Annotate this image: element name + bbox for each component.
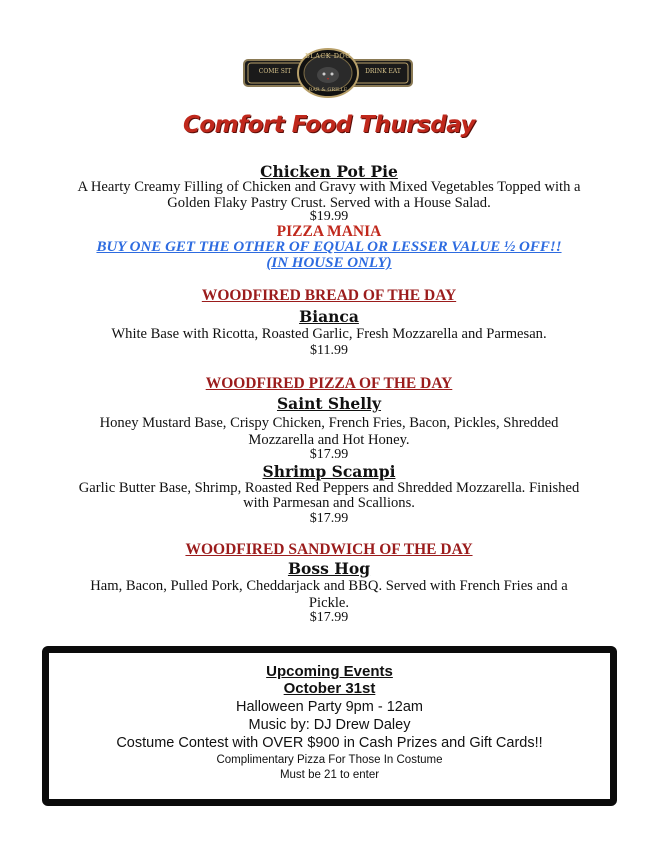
item-name-shrimp-scampi: Shrimp Scampi bbox=[262, 462, 396, 481]
item-desc-line: with Parmesan and Scallions. bbox=[243, 495, 415, 511]
promo-line: (IN HOUSE ONLY) bbox=[266, 255, 392, 271]
events-heading: Upcoming Events bbox=[266, 663, 393, 680]
pizza-mania-heading: PIZZA MANIA bbox=[276, 223, 382, 240]
item-desc-line: Pickle. bbox=[308, 595, 350, 611]
events-line: Halloween Party 9pm - 12am bbox=[236, 699, 423, 715]
logo-brand: BLACK DOG bbox=[305, 52, 351, 60]
events-line: Music by: DJ Drew Daley bbox=[248, 717, 411, 733]
item-price: $17.99 bbox=[309, 511, 349, 526]
item-name-chicken-pot-pie: Chicken Pot Pie bbox=[260, 162, 398, 181]
item-desc-line: Honey Mustard Base, Crispy Chicken, French Fries, Bacon, Pickles, Shredded bbox=[99, 415, 559, 431]
promo-line: BUY ONE GET THE OTHER OF EQUAL OR LESSER VALUE ½ OFF!! bbox=[96, 239, 562, 255]
item-name-boss-hog: Boss Hog bbox=[287, 559, 371, 578]
item-price: $17.99 bbox=[309, 610, 349, 625]
item-name-bianca: Bianca bbox=[299, 307, 359, 326]
item-desc-line: Ham, Bacon, Pulled Pork, Cheddarjack and BBQ. Served with French Fries and a bbox=[90, 578, 568, 594]
section-heading-sandwich: WOODFIRED SANDWICH OF THE DAY bbox=[185, 541, 473, 558]
item-price: $19.99 bbox=[309, 209, 349, 224]
events-line: Must be 21 to enter bbox=[279, 769, 380, 781]
upcoming-events-box bbox=[42, 646, 617, 806]
section-heading-pizza: WOODFIRED PIZZA OF THE DAY bbox=[205, 375, 453, 392]
logo-left-text: COME SIT bbox=[258, 68, 292, 75]
item-price: $11.99 bbox=[310, 343, 348, 358]
item-desc-line: White Base with Ricotta, Roasted Garlic, Fresh Mozzarella and Parmesan. bbox=[111, 326, 547, 342]
item-desc-line: Mozzarella and Hot Honey. bbox=[248, 432, 410, 448]
item-desc-line: Garlic Butter Base, Shrimp, Roasted Red Peppers and Shredded Mozzarella. Finished bbox=[78, 480, 580, 496]
item-name-saint-shelly: Saint Shelly bbox=[276, 394, 382, 413]
page-title: Comfort Food Thursday bbox=[182, 112, 476, 138]
section-heading-bread: WOODFIRED BREAD OF THE DAY bbox=[201, 287, 457, 304]
events-date: October 31st bbox=[283, 680, 376, 697]
black-dog-logo bbox=[243, 48, 413, 98]
events-line: Costume Contest with OVER $900 in Cash Prizes and Gift Cards!! bbox=[116, 735, 543, 751]
logo-right-text: DRINK EAT bbox=[365, 68, 401, 75]
events-line: Complimentary Pizza For Those In Costume bbox=[216, 754, 443, 766]
item-price: $17.99 bbox=[309, 447, 349, 462]
logo-sub: BAR & GRILLE bbox=[308, 87, 348, 93]
item-desc-line: Golden Flaky Pastry Crust. Served with a House Salad. bbox=[167, 195, 491, 211]
item-desc-line: A Hearty Creamy Filling of Chicken and Gravy with Mixed Vegetables Topped with a bbox=[77, 179, 581, 195]
